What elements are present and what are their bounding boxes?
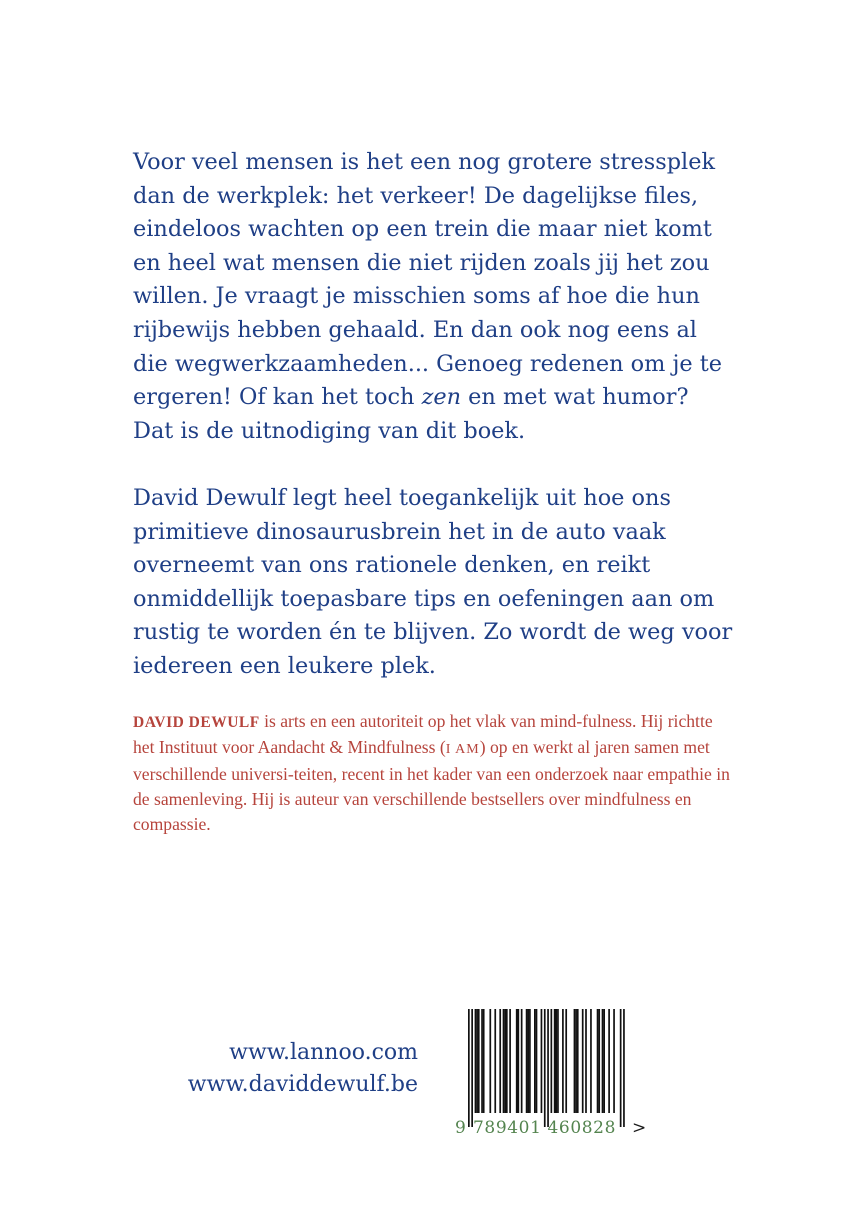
- barcode-bar: [499, 1009, 501, 1113]
- barcode-bar: [503, 1009, 505, 1113]
- blurb-p1-text-a: Voor veel mensen is het een nog grotere stressplek dan de werkplek: het verkeer! De dagelijkse files, eindeloos wachten op een trein die maar niet komt en heel wat mensen die niet rijden zoals jij het zou willen. Je vraagt je misschien soms af hoe die hun rijbewijs hebben gehaald. En dan ook nog eens al die wegwerkzaamheden... Genoeg redenen om je te ergeren! Of kan het toch: [133, 149, 723, 411]
- url-lannoo[interactable]: www.lannoo.com: [229, 1040, 418, 1065]
- barcode-bar: [534, 1009, 536, 1113]
- barcode-bar: [608, 1009, 610, 1113]
- blurb-p1-emphasis: zen: [421, 384, 462, 411]
- barcode-bar: [574, 1009, 576, 1113]
- barcode-bar: [471, 1009, 473, 1127]
- barcode-bar: [494, 1009, 496, 1113]
- isbn-digits: 789401 460828: [473, 1118, 616, 1138]
- author-bio: [133, 709, 733, 837]
- barcode-bar: [551, 1009, 553, 1113]
- blurb-paragraph-2: David Dewulf legt heel toegankelijk uit hoe ons primitieve dinosaurusbrein het in de auto vaak overneemt van ons rationele denken, en reikt onmiddellijk toepasbare tips en oefeningen aan om rustig te worden én te blijven. Zo wordt de weg voor iedereen een leukere plek.: [133, 484, 733, 679]
- barcode-bar: [536, 1009, 538, 1113]
- barcode-bar: [516, 1009, 518, 1113]
- barcode-bar: [565, 1009, 567, 1113]
- barcode-bar: [603, 1009, 605, 1113]
- barcode-bar: [544, 1009, 546, 1127]
- barcode-bar: [489, 1009, 491, 1113]
- author-name: DAVID DEWULF: [133, 714, 260, 731]
- barcode-bar: [521, 1009, 523, 1113]
- barcode-bar: [529, 1009, 531, 1113]
- barcode-bar: [526, 1009, 528, 1113]
- barcode-bar: [468, 1009, 470, 1127]
- url-daviddewulf[interactable]: www.daviddewulf.be: [187, 1072, 418, 1097]
- barcode-bar: [582, 1009, 584, 1113]
- barcode-bar: [504, 1009, 506, 1113]
- barcode-bar: [476, 1009, 478, 1113]
- barcode-bar: [562, 1009, 564, 1113]
- bio-abbreviation: I AM: [445, 742, 480, 757]
- barcode-bar: [547, 1009, 549, 1127]
- barcode-bar: [585, 1009, 587, 1113]
- isbn-first-digit: 9: [455, 1118, 466, 1138]
- barcode-bar: [478, 1009, 480, 1113]
- back-cover-blurb: [133, 146, 733, 684]
- barcode-bar: [527, 1009, 529, 1113]
- bio-text-b: ) op en werkt al jaren samen met verschillende universi-teiten, recent in het kader van een onderzoek naar empathie in de samenleving. Hij is auteur van verschillende bestsellers over mindfulness en compassie.: [133, 737, 730, 834]
- isbn-barcode: [454, 1009, 654, 1144]
- barcode-bar: [623, 1009, 625, 1127]
- website-links: [188, 1037, 418, 1101]
- barcode-bar: [577, 1009, 579, 1113]
- bio-text-a: is arts en een autoriteit op het vlak van mind-fulness. Hij richtte het Instituut voor Aandacht & Mindfulness (: [133, 711, 713, 757]
- barcode-bar: [575, 1009, 577, 1113]
- barcode-bar: [483, 1009, 485, 1113]
- barcode-bar: [475, 1009, 477, 1113]
- barcode-bar: [620, 1009, 622, 1127]
- barcode-bar: [613, 1009, 615, 1113]
- barcode-bar: [481, 1009, 483, 1113]
- barcode-bar: [597, 1009, 599, 1113]
- isbn-arrow: >: [632, 1118, 647, 1138]
- barcode-bar: [509, 1009, 511, 1113]
- barcode-bar: [506, 1009, 508, 1113]
- barcode-bar: [590, 1009, 592, 1113]
- barcode-bar: [541, 1009, 543, 1113]
- barcode-bar: [602, 1009, 604, 1113]
- blurb-p1-text-b: en met wat humor? Dat is de uitnodiging van dit boek.: [133, 384, 689, 444]
- barcode-bar: [555, 1009, 557, 1113]
- barcode-bar: [554, 1009, 556, 1113]
- blurb-paragraph-1: [133, 146, 733, 448]
- barcode-bar: [518, 1009, 520, 1113]
- barcode-bar: [598, 1009, 600, 1113]
- barcode-bar: [557, 1009, 559, 1113]
